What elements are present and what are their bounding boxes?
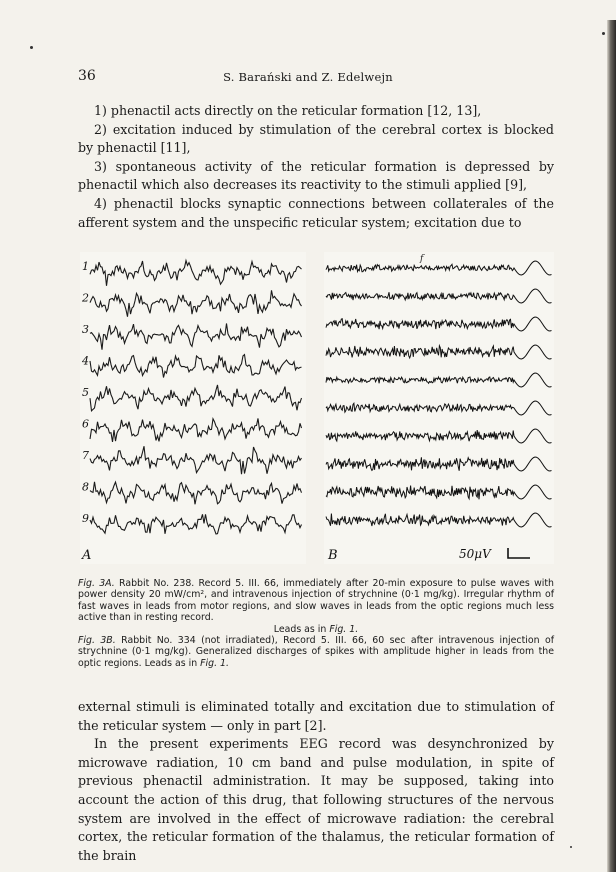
lead-number: 7 — [82, 449, 89, 462]
scan-speck — [570, 846, 572, 848]
paragraph: 3) spontaneous activity of the reticular formation is depressed by phenactil which also decreases its reactivity to the stimuli applied [9], — [78, 158, 554, 193]
lead-number: 8 — [82, 480, 89, 494]
top-text — [78, 102, 554, 232]
eeg-traces-a — [80, 252, 306, 564]
eeg-trace — [90, 514, 302, 534]
panel-label-b: B — [328, 548, 338, 563]
eeg-trace — [326, 401, 552, 415]
lead-number: 6 — [82, 417, 89, 431]
eeg-trace — [326, 289, 552, 303]
eeg-trace — [326, 373, 552, 387]
scale-bar — [508, 548, 530, 558]
lead-number: 3 — [82, 323, 89, 336]
caption-leads — [78, 624, 554, 635]
figure-caption — [78, 578, 554, 669]
paragraph: In the present experiments EEG record was desynchronized by microwave radiation, 10 cm band and pulse modulation, in spite of previous phenactil administration. It may be supposed, taking into account the action of this drug, that following structures of the nervous system are involved in the effect of microwave radiation: the cerebral cortex, the reticular formation of the thalamus, the reticular formation of the brain — [78, 736, 554, 863]
eeg-trace — [90, 355, 302, 378]
lead-number: 2 — [82, 291, 89, 305]
eeg-traces-b — [324, 252, 554, 564]
eeg-trace — [90, 446, 302, 474]
caption-label: Fig. 3B. — [78, 635, 116, 647]
eeg-trace — [326, 261, 552, 275]
eeg-trace — [326, 513, 552, 527]
eeg-trace — [90, 290, 302, 316]
eeg-panel-a — [80, 252, 306, 564]
eeg-trace — [326, 317, 552, 331]
caption-text: Leads as in — [273, 623, 330, 635]
scale-bar-label: 50μV — [459, 547, 491, 561]
eeg-trace — [90, 385, 302, 411]
eeg-trace — [90, 261, 302, 286]
eeg-trace — [326, 345, 552, 359]
lead-number: 1 — [82, 260, 89, 273]
page-edge-shadow — [607, 20, 616, 872]
eeg-trace — [326, 457, 552, 471]
eeg-trace — [90, 323, 302, 349]
caption-text: Rabbit No. 334 (not irradiated), Record 5. III. 66, 60 sec after intravenous injection of strychnine (0·1 mg/kg). Generalized discharges of spikes with amplitude higher in leads from the optic regions. Leads as in — [78, 635, 554, 669]
caption-label: Fig. 3A. — [78, 578, 115, 589]
scan-speck — [602, 32, 605, 35]
lead-number: 9 — [82, 512, 89, 525]
caption-fig-3b — [78, 635, 554, 669]
paragraph: 1) phenactil acts directly on the reticular formation [12, 13], — [94, 103, 482, 118]
paragraph: 2) excitation induced by stimulation of the cerebral cortex is blocked by phenactil [11], — [78, 121, 554, 156]
panel-label-a: A — [82, 548, 92, 563]
caption-fig-3a — [78, 578, 554, 624]
eeg-trace — [90, 418, 302, 442]
scan-speck — [30, 46, 33, 49]
caption-ref: Fig. 1. — [200, 657, 229, 669]
bottom-text — [78, 698, 554, 865]
eeg-trace — [326, 485, 552, 499]
page-number: 36 — [78, 68, 96, 84]
paragraph: external stimuli is eliminated totally and excitation due to stimulation of the reticular system — only in part [2]. — [78, 699, 554, 733]
lead-number: 5 — [82, 386, 89, 399]
lead-number: 4 — [82, 354, 89, 368]
paragraph: 4) phenactil blocks synaptic connections between collaterales of the afferent system and the unspecific reticular system; excitation due to — [78, 195, 554, 230]
caption-ref: Fig. 1. — [329, 623, 359, 635]
eeg-trace — [90, 482, 302, 505]
eeg-trace — [326, 429, 552, 443]
panel-b-top-mark: f — [420, 254, 424, 264]
eeg-panel-b — [324, 252, 554, 564]
eeg-figure — [80, 252, 554, 564]
caption-text: Rabbit No. 238. Record 5. III. 66, immediately after 20-min exposure to pulse waves with power density 20 mW/cm², and intravenous injection of strychnine (0·1 mg/kg). Irregular rhythm of fast waves in leads from motor regions, and slow waves in leads from the optic regions much less active than in resting record. — [78, 578, 554, 624]
running-head: S. Barański and Z. Edelwejn — [223, 70, 393, 84]
